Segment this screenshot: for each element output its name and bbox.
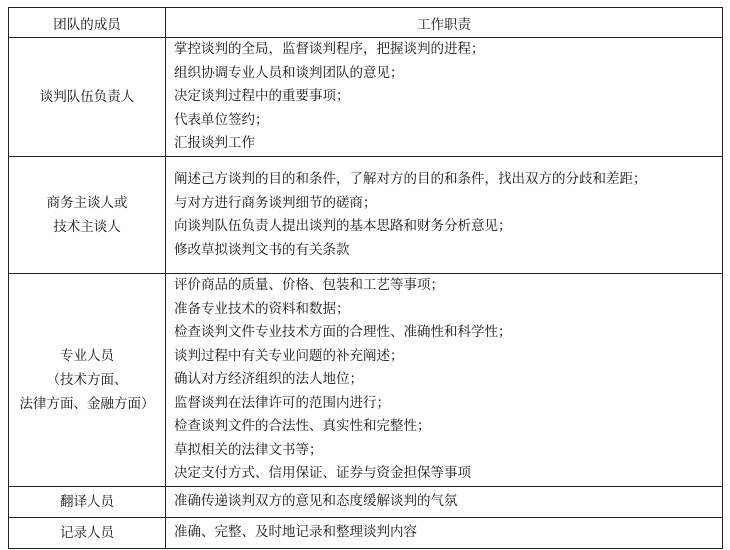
duty-line: 决定支付方式、信用保证、证券与资金担保等事项 xyxy=(174,465,471,481)
role-line: （技术方面、 xyxy=(46,371,128,388)
role-line: 专业人员 xyxy=(60,347,114,364)
table-row xyxy=(9,38,723,157)
duty-line: 阐述己方谈判的目的和条件，了解对方的目的和条件，找出双方的分歧和差距； xyxy=(174,171,647,187)
role-cell xyxy=(9,517,166,548)
role-line: 技术主谈人 xyxy=(53,219,121,235)
header-role: 团队的成员 xyxy=(9,8,166,38)
duty-line: 代表单位签约； xyxy=(174,111,269,128)
duties-cell xyxy=(166,157,723,274)
duties-cell xyxy=(166,517,723,548)
role-line: 翻译人员 xyxy=(60,493,114,510)
role-line: 商务主谈人或 xyxy=(46,195,128,211)
table-header-row xyxy=(9,8,723,38)
duty-line: 确认对方经济组织的法人地位； xyxy=(174,371,363,387)
duties-cell xyxy=(166,38,723,157)
duty-line: 向谈判队伍负责人提出谈判的基本思路和财务分析意见； xyxy=(174,218,512,234)
role-line: 法律方面、金融方面） xyxy=(19,395,155,412)
duty-line: 掌控谈判的全局，监督谈判程序，把握谈判的进程； xyxy=(174,41,485,58)
duty-line: 评价商品的质量、价格、包装和工艺等事项； xyxy=(174,277,444,293)
role-cell xyxy=(9,486,166,517)
role-line: 谈判队伍负责人 xyxy=(39,89,135,105)
duty-line: 草拟相关的法律文书等； xyxy=(174,441,323,458)
negotiation-team-table xyxy=(8,7,723,549)
duty-line: 与对方进行商务谈判细节的磋商； xyxy=(174,194,377,211)
role-cell xyxy=(9,274,166,487)
header-duty: 工作职责 xyxy=(166,8,723,38)
duty-line: 决定谈判过程中的重要事项； xyxy=(174,88,350,105)
duty-line: 监督谈判在法律许可的范围内进行； xyxy=(174,394,390,411)
table-row xyxy=(9,486,723,517)
duty-line: 谈判过程中有关专业问题的补充阐述； xyxy=(174,347,404,364)
role-cell xyxy=(9,157,166,274)
duty-line: 准确传递谈判双方的意见和态度缓解谈判的气氛 xyxy=(174,492,458,509)
duty-line: 检查谈判文件的合法性、真实性和完整性； xyxy=(174,418,431,434)
table-row xyxy=(9,517,723,548)
duty-line: 汇报谈判工作 xyxy=(174,135,255,152)
duty-line: 修改草拟谈判文书的有关条款 xyxy=(174,241,350,258)
duties-cell xyxy=(166,486,723,517)
duty-line: 检查谈判文件专业技术方面的合理性、准确性和科学性； xyxy=(174,324,512,340)
duty-line: 组织协调专业人员和谈判团队的意见； xyxy=(174,64,404,81)
duty-line: 准确、完整、及时地记录和整理谈判内容 xyxy=(174,523,417,540)
table-row xyxy=(9,157,723,274)
duty-line: 准备专业技术的资料和数据； xyxy=(174,300,350,317)
role-cell xyxy=(9,38,166,157)
table-row xyxy=(9,274,723,487)
role-line: 记录人员 xyxy=(60,524,114,541)
duties-cell xyxy=(166,274,723,487)
